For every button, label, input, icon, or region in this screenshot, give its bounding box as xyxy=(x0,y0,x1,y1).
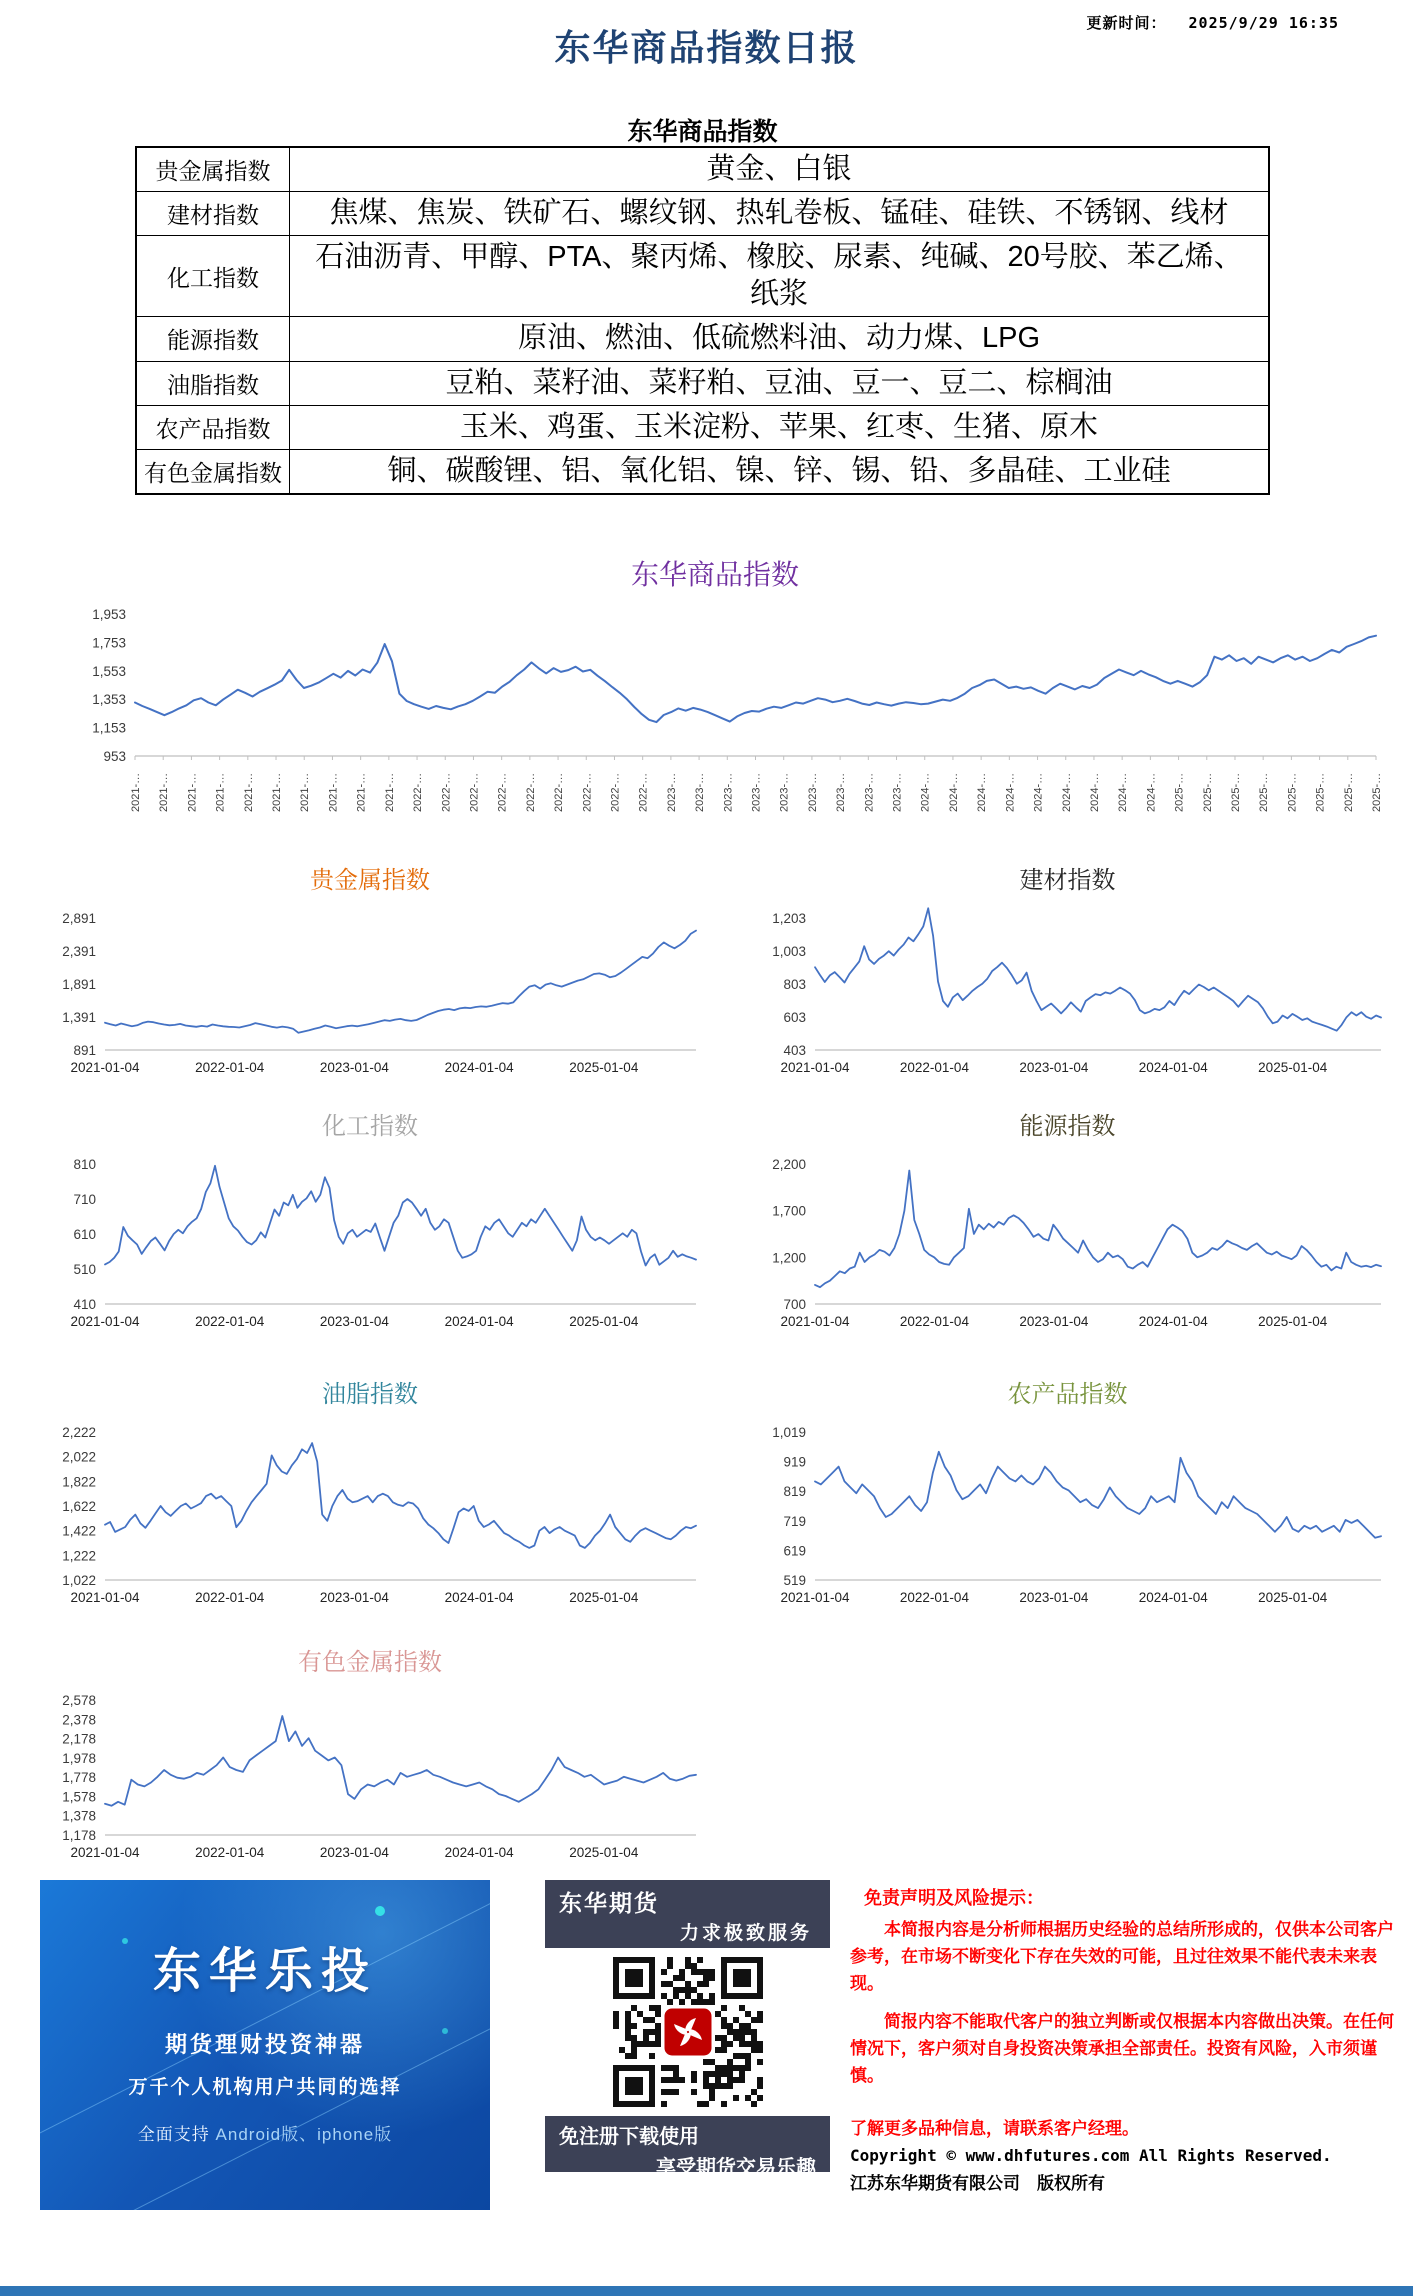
chart-title: 东华商品指数 xyxy=(630,558,800,591)
y-axis-tick-label: 2,178 xyxy=(62,1731,96,1747)
y-axis-tick-label: 1,022 xyxy=(62,1573,96,1588)
y-axis-tick-label: 603 xyxy=(783,1010,806,1025)
x-axis-tick-label: 2021-… xyxy=(327,772,340,812)
y-axis-tick-label: 819 xyxy=(783,1484,806,1500)
x-axis-tick-label: 2025-… xyxy=(1314,772,1327,812)
y-axis-tick-label: 1,353 xyxy=(92,692,126,708)
data-series-line xyxy=(105,1716,696,1806)
y-axis-tick-label: 700 xyxy=(783,1297,806,1312)
x-axis-tick-label: 2021-01-04 xyxy=(70,1314,140,1329)
x-axis-tick-label: 2025-… xyxy=(1258,772,1271,812)
chart-agricultural-index xyxy=(740,1366,1395,1614)
table-row xyxy=(136,317,1269,361)
chart-title: 建材指数 xyxy=(1019,866,1116,894)
qr-panel-footer xyxy=(545,2116,830,2190)
update-time-label: 更新时间： xyxy=(1086,14,1167,32)
table-row xyxy=(136,405,1269,449)
qr-footer-line1: 免注册下载使用 xyxy=(559,2126,699,2148)
x-axis-tick-label: 2025-… xyxy=(1229,772,1242,812)
x-axis-tick-label: 2024-… xyxy=(1145,772,1158,812)
x-axis-tick-label: 2022-… xyxy=(440,772,453,812)
y-axis-tick-label: 1,203 xyxy=(772,911,806,926)
x-axis-tick-label: 2022-01-04 xyxy=(195,1590,265,1605)
x-axis-tick-label: 2023-01-04 xyxy=(319,1060,389,1075)
x-axis-tick-label: 2024-… xyxy=(976,772,989,812)
x-axis-tick-label: 2023-… xyxy=(863,772,876,812)
x-axis-tick-label: 2021-01-04 xyxy=(780,1060,850,1075)
x-axis-tick-label: 2021-01-04 xyxy=(70,1845,140,1860)
x-axis-tick-label: 2024-… xyxy=(947,772,960,812)
table-row xyxy=(136,147,1269,192)
y-axis-tick-label: 510 xyxy=(73,1262,96,1277)
x-axis-tick-label: 2023-… xyxy=(806,772,819,812)
chart-title: 农产品指数 xyxy=(1007,1380,1128,1408)
x-axis-tick-label: 2024-01-04 xyxy=(444,1314,514,1329)
chart-oils-fats-index xyxy=(30,1366,710,1614)
x-axis-tick-label: 2021-… xyxy=(271,772,284,812)
y-axis-tick-label: 1,422 xyxy=(62,1523,96,1539)
index-table-title: 东华商品指数 xyxy=(627,118,778,146)
x-axis-tick-label: 2025-… xyxy=(1201,772,1214,812)
x-axis-tick-label: 2021-01-04 xyxy=(70,1060,140,1075)
disclaimer-paragraph-2: 简报内容不能取代客户的独立判断或仅根据本内容做出决策。在任何情况下，客户须对自身投资决策承担全部责任。投资有风险，入市须谨慎。 xyxy=(850,2011,1394,2085)
y-axis-tick-label: 810 xyxy=(73,1157,96,1172)
x-axis-tick-label: 2022-… xyxy=(496,772,509,812)
y-axis-tick-label: 2,578 xyxy=(62,1693,96,1708)
x-axis-tick-label: 2025-… xyxy=(1286,772,1299,812)
x-axis-tick-label: 2021-… xyxy=(130,772,142,812)
x-axis-tick-label: 2024-01-04 xyxy=(444,1060,514,1075)
index-components: 铜、碳酸锂、铝、氧化铝、镍、锌、锡、铅、多晶硅、工业硅 xyxy=(290,449,1270,494)
x-axis-tick-label: 2023-01-04 xyxy=(319,1590,389,1605)
qr-code-area xyxy=(545,1948,830,2116)
x-axis-tick-label: 2022-… xyxy=(637,772,650,812)
x-axis-tick-label: 2025-01-04 xyxy=(569,1845,639,1860)
disclaimer-paragraph-3: 了解更多品种信息，请联系客户经理。 xyxy=(850,2119,1139,2139)
x-axis-tick-label: 2024-… xyxy=(1117,772,1130,812)
y-axis-tick-label: 1,700 xyxy=(772,1203,806,1219)
qr-code-icon xyxy=(609,1953,767,2111)
y-axis-tick-label: 1,378 xyxy=(62,1808,96,1824)
report-title: 东华商品指数日报 xyxy=(554,27,859,68)
y-axis-tick-label: 919 xyxy=(783,1454,806,1470)
x-axis-tick-label: 2022-… xyxy=(609,772,622,812)
y-axis-tick-label: 2,378 xyxy=(62,1712,96,1728)
chart-title: 能源指数 xyxy=(1019,1112,1116,1140)
data-series-line xyxy=(105,1166,696,1266)
y-axis-tick-label: 1,003 xyxy=(772,944,806,959)
index-composition-table xyxy=(135,146,1270,495)
app-platforms xyxy=(40,2120,490,2145)
x-axis-tick-label: 2024-… xyxy=(1088,772,1101,812)
x-axis-tick-label: 2021-01-04 xyxy=(780,1314,850,1329)
y-axis-tick-label: 803 xyxy=(783,977,806,992)
y-axis-tick-label: 610 xyxy=(73,1227,96,1242)
index-category-label: 有色金属指数 xyxy=(136,449,290,494)
company-slogan: 力求极致服务 xyxy=(679,1923,812,1944)
chart-title: 有色金属指数 xyxy=(298,1648,442,1676)
x-axis-tick-label: 2022-… xyxy=(412,772,425,812)
chart-energy-index xyxy=(740,1098,1395,1338)
x-axis-tick-label: 2022-… xyxy=(581,772,594,812)
disclaimer-paragraph-1: 本简报内容是分析师根据历史经验的总结所形成的，仅供本公司客户参考，在市场不断变化下存在失效的可能，且过往效果不能代表未来表现。 xyxy=(850,1920,1394,1994)
y-axis-tick-label: 619 xyxy=(783,1543,806,1559)
x-axis-tick-label: 2024-01-04 xyxy=(444,1590,514,1605)
y-axis-tick-label: 891 xyxy=(73,1043,96,1058)
x-axis-tick-label: 2024-01-04 xyxy=(1138,1060,1208,1075)
y-axis-tick-label: 1,553 xyxy=(92,663,126,679)
y-axis-tick-label: 519 xyxy=(783,1573,806,1588)
chart-main-commodity-index xyxy=(40,548,1390,816)
qr-panel-header xyxy=(545,1880,830,1948)
x-axis-tick-label: 2024-01-04 xyxy=(1138,1314,1208,1329)
x-axis-tick-label: 2023-… xyxy=(750,772,763,812)
x-axis-tick-label: 2022-… xyxy=(524,772,537,812)
x-axis-tick-label: 2023-… xyxy=(694,772,707,812)
banner-decor-line xyxy=(40,1880,490,2146)
y-axis-tick-label: 1,622 xyxy=(62,1499,96,1514)
chart-building-materials-index xyxy=(740,852,1395,1084)
y-axis-tick-label: 1,178 xyxy=(62,1828,96,1843)
x-axis-tick-label: 2025-01-04 xyxy=(1258,1590,1328,1605)
x-axis-tick-label: 2024-01-04 xyxy=(444,1845,514,1860)
chart-chemicals-index xyxy=(30,1098,710,1338)
x-axis-tick-label: 2022-01-04 xyxy=(899,1590,969,1605)
x-axis-tick-label: 2024-… xyxy=(919,772,932,812)
x-axis-tick-label: 2022-01-04 xyxy=(195,1845,265,1860)
x-axis-tick-label: 2021-… xyxy=(299,772,312,812)
x-axis-tick-label: 2025-01-04 xyxy=(569,1314,639,1329)
x-axis-tick-label: 2022-01-04 xyxy=(195,1314,265,1329)
chart-title: 化工指数 xyxy=(322,1112,418,1140)
x-axis-tick-label: 2021-01-04 xyxy=(780,1590,850,1605)
company-name: 东华期货 xyxy=(559,1890,659,1916)
chart-title: 贵金属指数 xyxy=(310,866,430,894)
x-axis-tick-label: 2025-01-04 xyxy=(569,1590,639,1605)
index-category-label: 化工指数 xyxy=(136,236,290,317)
app-platforms-prefix: 全面支持 xyxy=(137,2125,210,2144)
data-series-line xyxy=(815,1452,1381,1538)
y-axis-tick-label: 1,578 xyxy=(62,1789,96,1805)
y-axis-tick-label: 2,200 xyxy=(772,1157,806,1172)
index-category-label: 油脂指数 xyxy=(136,361,290,405)
x-axis-tick-label: 2022-01-04 xyxy=(899,1314,969,1329)
data-series-line xyxy=(135,636,1376,722)
table-row xyxy=(136,192,1269,236)
app-tagline-2: 万千个人机构用户共同的选择 xyxy=(128,2077,402,2098)
x-axis-tick-label: 2022-01-04 xyxy=(195,1060,265,1075)
y-axis-tick-label: 1,953 xyxy=(92,607,126,622)
y-axis-tick-label: 710 xyxy=(73,1192,96,1207)
x-axis-tick-label: 2025-… xyxy=(1342,772,1355,812)
app-tagline-1: 期货理财投资神器 xyxy=(164,2032,365,2057)
x-axis-tick-label: 2025-01-04 xyxy=(1258,1314,1328,1329)
y-axis-tick-label: 1,391 xyxy=(62,1010,96,1025)
y-axis-tick-label: 410 xyxy=(73,1297,96,1312)
y-axis-tick-label: 953 xyxy=(103,749,126,764)
index-category-label: 农产品指数 xyxy=(136,405,290,449)
x-axis-tick-label: 2025-01-04 xyxy=(1258,1060,1328,1075)
y-axis-tick-label: 2,222 xyxy=(62,1425,96,1440)
y-axis-tick-label: 1,153 xyxy=(92,720,126,736)
x-axis-tick-label: 2023-… xyxy=(891,772,904,812)
x-axis-tick-label: 2025-… xyxy=(1371,772,1383,812)
copyright-line-1: Copyright © www.dhfutures.com All Rights Reserved. xyxy=(850,2146,1332,2165)
data-series-line xyxy=(105,1443,696,1548)
x-axis-tick-label: 2021-… xyxy=(214,772,227,812)
index-components: 原油、燃油、低硫燃料油、动力煤、LPG xyxy=(290,317,1270,361)
y-axis-tick-label: 1,753 xyxy=(92,635,126,651)
index-category-label: 能源指数 xyxy=(136,317,290,361)
x-axis-tick-label: 2021-… xyxy=(242,772,255,812)
update-time-value: 2025/9/29 16:35 xyxy=(1188,14,1339,32)
chart-nonferrous-metals-index xyxy=(30,1634,710,1869)
y-axis-tick-label: 1,822 xyxy=(62,1474,96,1490)
index-category-label: 贵金属指数 xyxy=(136,147,290,192)
qr-panel xyxy=(545,1880,830,2179)
disclaimer-block xyxy=(850,1884,1395,2152)
x-axis-tick-label: 2022-… xyxy=(553,772,566,812)
x-axis-tick-label: 2021-… xyxy=(355,772,368,812)
data-series-line xyxy=(815,1171,1381,1288)
table-row xyxy=(136,236,1269,317)
x-axis-tick-label: 2024-… xyxy=(1032,772,1045,812)
banner-decor-dot xyxy=(375,1906,385,1916)
index-components: 豆粕、菜籽油、菜籽粕、豆油、豆一、豆二、棕榈油 xyxy=(290,361,1270,405)
y-axis-tick-label: 1,222 xyxy=(62,1548,96,1564)
x-axis-tick-label: 2021-… xyxy=(158,772,171,812)
x-axis-tick-label: 2023-… xyxy=(778,772,791,812)
y-axis-tick-label: 1,891 xyxy=(62,977,96,992)
chart-precious-metals-index xyxy=(30,852,710,1084)
y-axis-tick-label: 719 xyxy=(783,1513,806,1529)
index-components: 焦煤、焦炭、铁矿石、螺纹钢、热轧卷板、锰硅、硅铁、不锈钢、线材 xyxy=(290,192,1270,236)
disclaimer-title: 免责声明及风险提示： xyxy=(864,1888,1044,1908)
x-axis-tick-label: 2023-01-04 xyxy=(319,1845,389,1860)
copyright-block xyxy=(850,2146,1410,2194)
data-series-line xyxy=(815,908,1381,1030)
x-axis-tick-label: 2021-… xyxy=(383,772,396,812)
x-axis-tick-label: 2025-01-04 xyxy=(569,1060,639,1075)
bottom-edge-bar xyxy=(0,2286,1413,2296)
x-axis-tick-label: 2021-… xyxy=(186,772,199,812)
table-row xyxy=(136,449,1269,494)
x-axis-tick-label: 2024-… xyxy=(1060,772,1073,812)
y-axis-tick-label: 2,891 xyxy=(62,911,96,926)
chart-title: 油脂指数 xyxy=(322,1380,418,1408)
table-row xyxy=(136,361,1269,405)
index-category-label: 建材指数 xyxy=(136,192,290,236)
y-axis-tick-label: 1,978 xyxy=(62,1750,96,1766)
x-axis-tick-label: 2022-01-04 xyxy=(899,1060,969,1075)
copyright-line-2: 江苏东华期货有限公司 版权所有 xyxy=(850,2174,1105,2193)
x-axis-tick-label: 2023-01-04 xyxy=(1019,1060,1089,1075)
y-axis-tick-label: 2,022 xyxy=(62,1449,96,1465)
x-axis-tick-label: 2021-01-04 xyxy=(70,1590,140,1605)
x-axis-tick-label: 2024-01-04 xyxy=(1138,1590,1208,1605)
x-axis-tick-label: 2023-… xyxy=(722,772,735,812)
x-axis-tick-label: 2023-… xyxy=(835,772,848,812)
index-components: 玉米、鸡蛋、玉米淀粉、苹果、红枣、生猪、原木 xyxy=(290,405,1270,449)
index-components: 黄金、白银 xyxy=(290,147,1270,192)
y-axis-tick-label: 1,200 xyxy=(772,1250,806,1266)
data-series-line xyxy=(105,931,696,1033)
x-axis-tick-label: 2023-01-04 xyxy=(319,1314,389,1329)
app-name: 东华乐投 xyxy=(152,1945,377,1998)
y-axis-tick-label: 403 xyxy=(783,1043,806,1058)
x-axis-tick-label: 2025-… xyxy=(1173,772,1186,812)
y-axis-tick-label: 2,391 xyxy=(62,944,96,959)
y-axis-tick-label: 1,019 xyxy=(772,1425,806,1440)
app-platforms-list: Android版、iphone版 xyxy=(215,2125,393,2144)
x-axis-tick-label: 2024-… xyxy=(1004,772,1017,812)
y-axis-tick-label: 1,778 xyxy=(62,1770,96,1786)
x-axis-tick-label: 2023-… xyxy=(665,772,678,812)
x-axis-tick-label: 2023-01-04 xyxy=(1019,1590,1089,1605)
x-axis-tick-label: 2022-… xyxy=(468,772,481,812)
qr-footer-line2: 享受期货交易乐趣 xyxy=(656,2157,816,2179)
index-components: 石油沥青、甲醇、PTA、聚丙烯、橡胶、尿素、纯碱、20号胶、苯乙烯、纸浆 xyxy=(290,236,1270,317)
app-promo-banner xyxy=(40,1880,490,2210)
x-axis-tick-label: 2023-01-04 xyxy=(1019,1314,1089,1329)
